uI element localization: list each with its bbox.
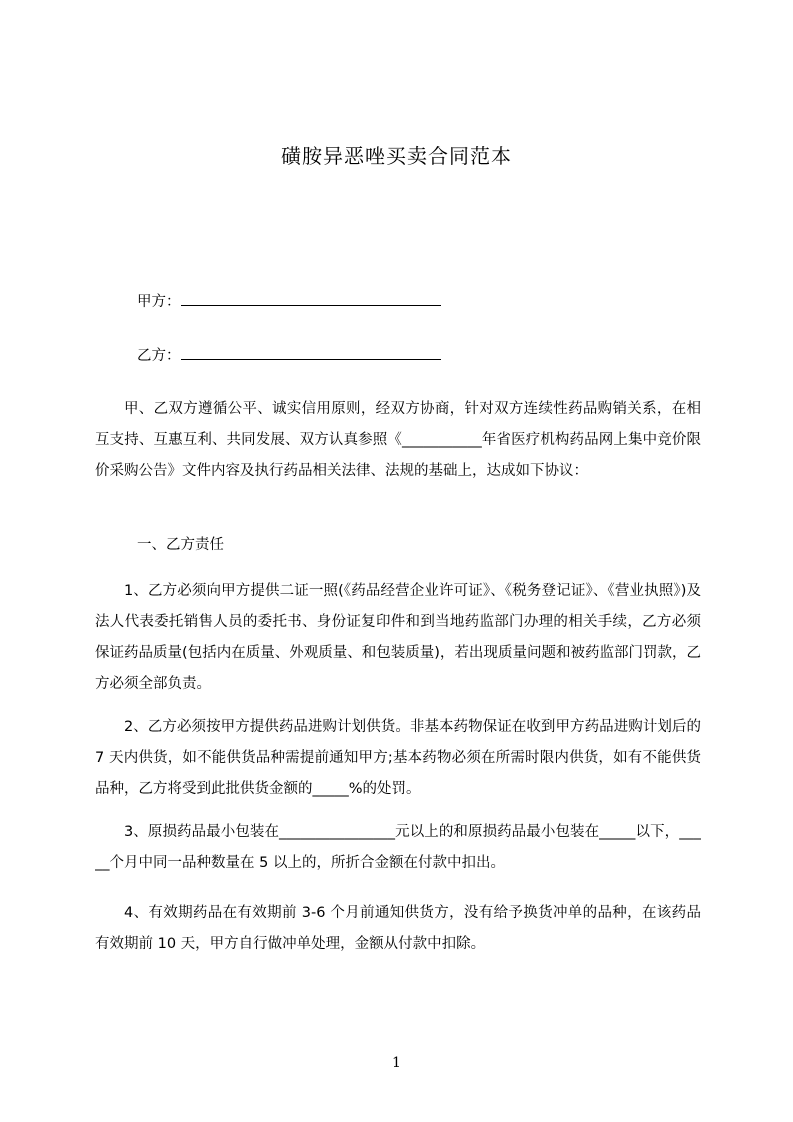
- page-number: 1: [392, 1055, 401, 1071]
- party-a-label: 甲方：: [137, 294, 181, 310]
- clause-2: 2、乙方必须按甲方提供药品进购计划供货。非基本药物保证在收到甲方药品进购计划后的 7 天内供货，如不能供货品种需提前通知甲方;基本药物必须在所需时限内供货，如有不能供货品种，乙方将受到此批供货金额的_____%的处罚。: [95, 719, 701, 797]
- section-heading-1: 一、乙方责任: [137, 537, 224, 553]
- clause-1: 1、乙方必须向甲方提供二证一照(《药品经营企业许可证》、《税务登记证》、《营业执照》)及法人代表委托销售人员的委托书、身份证复印件和到当地药监部门办理的相关手续，乙方必须保证药品质量(包括内在质量、外观质量、和包装质量)，若出现质量问题和被药监部门罚款，乙方必须全部负责。: [95, 583, 701, 692]
- clause-4: 4、有效期药品在有效期前 3-6 个月前通知供货方，没有给予换货冲单的品种，在该药品有效期前 10 天，甲方自行做冲单处理，金额从付款中扣除。: [95, 905, 701, 952]
- document-title: 磺胺异恶唑买卖合同范本: [281, 144, 512, 168]
- party-b-label: 乙方：: [137, 348, 181, 364]
- party-a-blank: [181, 291, 441, 306]
- clause-3: 3、原损药品最小包装在________________元以上的和原损药品最小包装在_____以下，_____个月中同一品种数量在 5 以上的，所折合金额在付款中扣出。: [95, 824, 701, 871]
- intro-paragraph: 甲、乙双方遵循公平、诚实信用原则，经双方协商，针对双方连续性药品购销关系，在相互支持、互惠互利、共同发展、双方认真参照《___________年省医疗机构药品网上集中竞价限价采购公告》文件内容及执行药品相关法律、法规的基础上，达成如下协议：: [95, 401, 701, 479]
- party-a-line: [137, 291, 441, 312]
- party-b-line: [137, 345, 441, 366]
- party-b-blank: [181, 345, 441, 360]
